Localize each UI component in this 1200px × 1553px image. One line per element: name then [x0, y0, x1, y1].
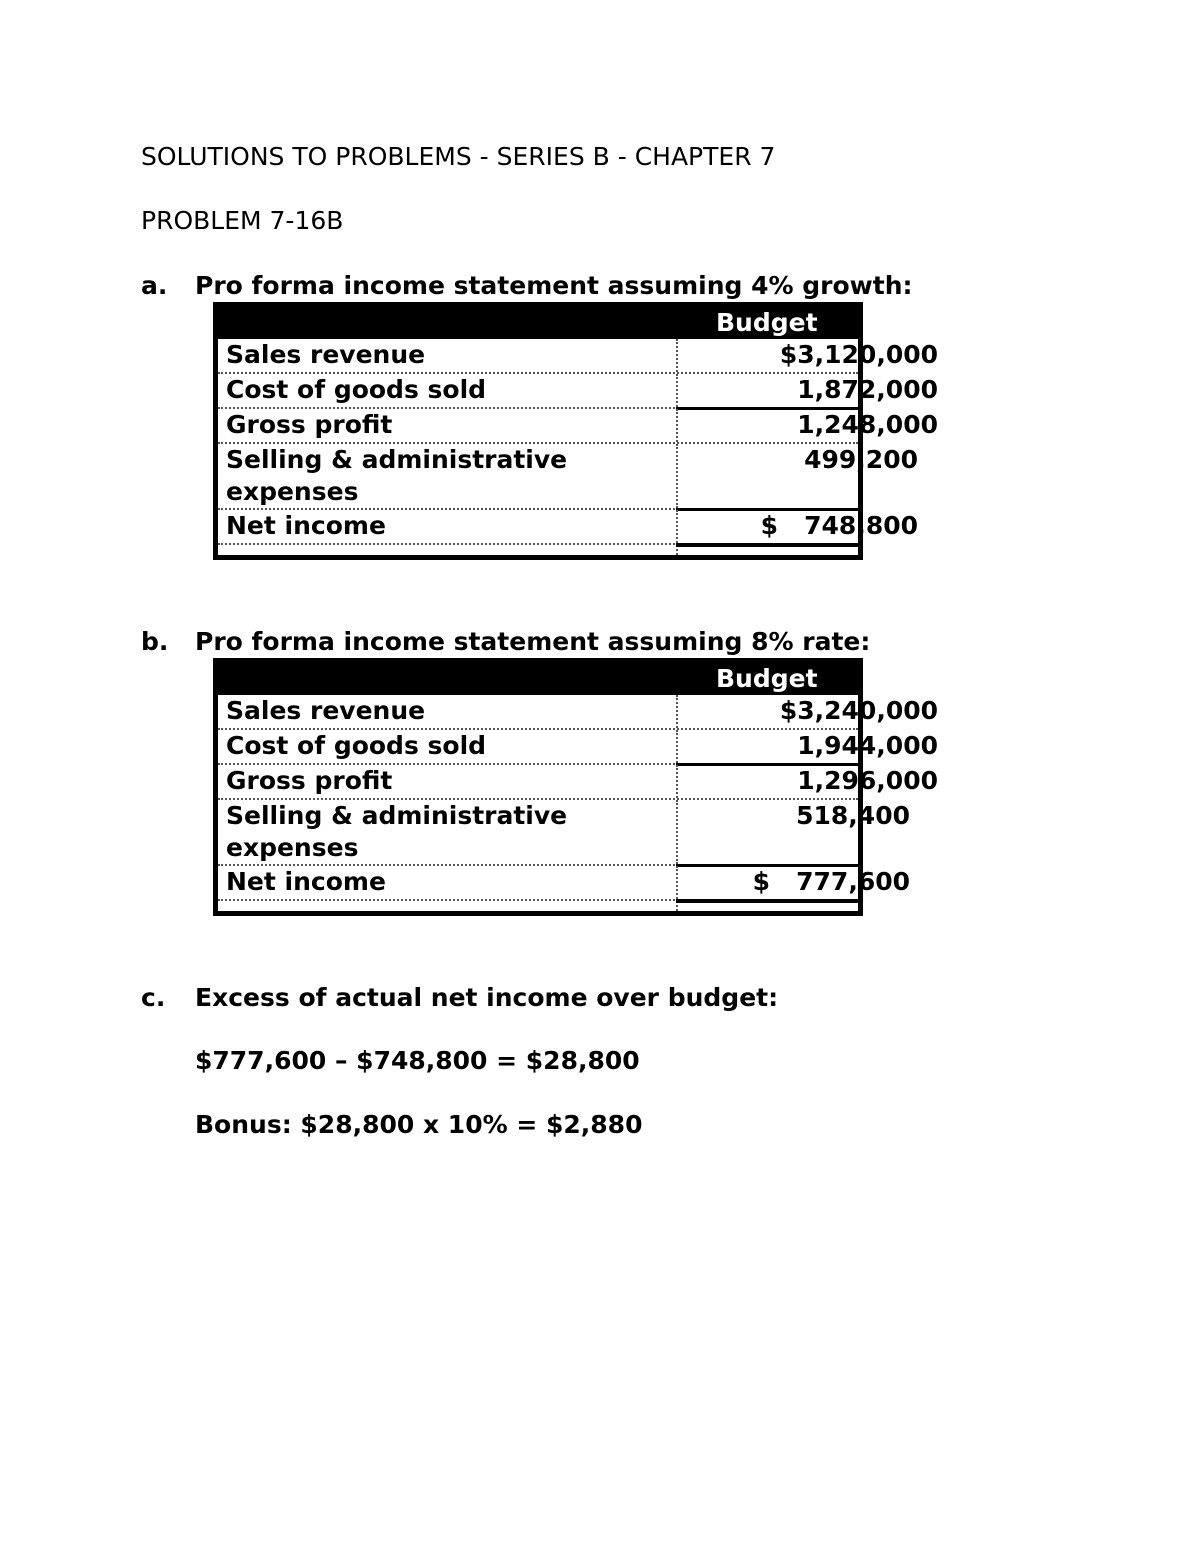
part-b-letter: b. [141, 627, 169, 656]
part-b-title: Pro forma income statement assuming 8% rate: [195, 627, 871, 656]
budget-table-a [213, 302, 938, 560]
table-row [218, 866, 910, 901]
row-value: 518,400 [796, 801, 910, 830]
row-value: 1,872,000 [797, 375, 938, 404]
row-value: $3,240,000 [779, 696, 938, 725]
row-value: $ 748,800 [760, 511, 918, 540]
problem-number: PROBLEM 7-16B [141, 206, 344, 235]
table-row [218, 374, 938, 409]
budget-column-header: Budget [716, 664, 818, 693]
table-row [218, 765, 938, 800]
row-label: Sales revenue [226, 696, 426, 725]
budget-column-header: Budget [716, 308, 818, 337]
part-a-heading [141, 271, 913, 300]
row-value: 499,200 [804, 445, 918, 474]
part-a-title: Pro forma income statement assuming 4% growth: [195, 271, 913, 300]
part-c-heading [141, 983, 778, 1012]
row-label: Net income [226, 511, 386, 540]
row-value: $ 777,600 [752, 867, 910, 896]
row-value: $3,120,000 [779, 340, 938, 369]
table-row [218, 730, 938, 765]
row-label: Selling & administrative expenses [226, 445, 568, 506]
part-c-title: Excess of actual net income over budget: [195, 983, 779, 1012]
bonus-calculation: Bonus: $28,800 x 10% = $2,880 [195, 1110, 643, 1139]
table-header [218, 307, 858, 339]
table-row [218, 695, 938, 730]
table-row [218, 510, 918, 545]
row-value: 1,944,000 [797, 731, 938, 760]
row-value: 1,296,000 [797, 766, 938, 795]
row-value: 1,248,000 [797, 410, 938, 439]
row-label: Selling & administrative expenses [226, 801, 568, 862]
table-spacer-row [218, 901, 858, 911]
table-spacer-row [218, 545, 858, 555]
part-c-letter: c. [141, 983, 166, 1012]
row-label: Net income [226, 867, 386, 896]
budget-table-b [213, 658, 938, 916]
row-label: Cost of goods sold [226, 375, 487, 404]
row-label: Cost of goods sold [226, 731, 487, 760]
row-label: Gross profit [226, 766, 393, 795]
document-title: SOLUTIONS TO PROBLEMS - SERIES B - CHAPTER 7 [141, 142, 776, 171]
row-label: Gross profit [226, 410, 393, 439]
table-row [218, 444, 918, 510]
table-row [218, 339, 938, 374]
table-row [218, 409, 938, 444]
excess-calculation: $777,600 – $748,800 = $28,800 [195, 1046, 640, 1075]
part-b-heading [141, 627, 870, 656]
part-a-letter: a. [141, 271, 168, 300]
table-header [218, 663, 858, 695]
table-row [218, 800, 910, 866]
row-label: Sales revenue [226, 340, 426, 369]
